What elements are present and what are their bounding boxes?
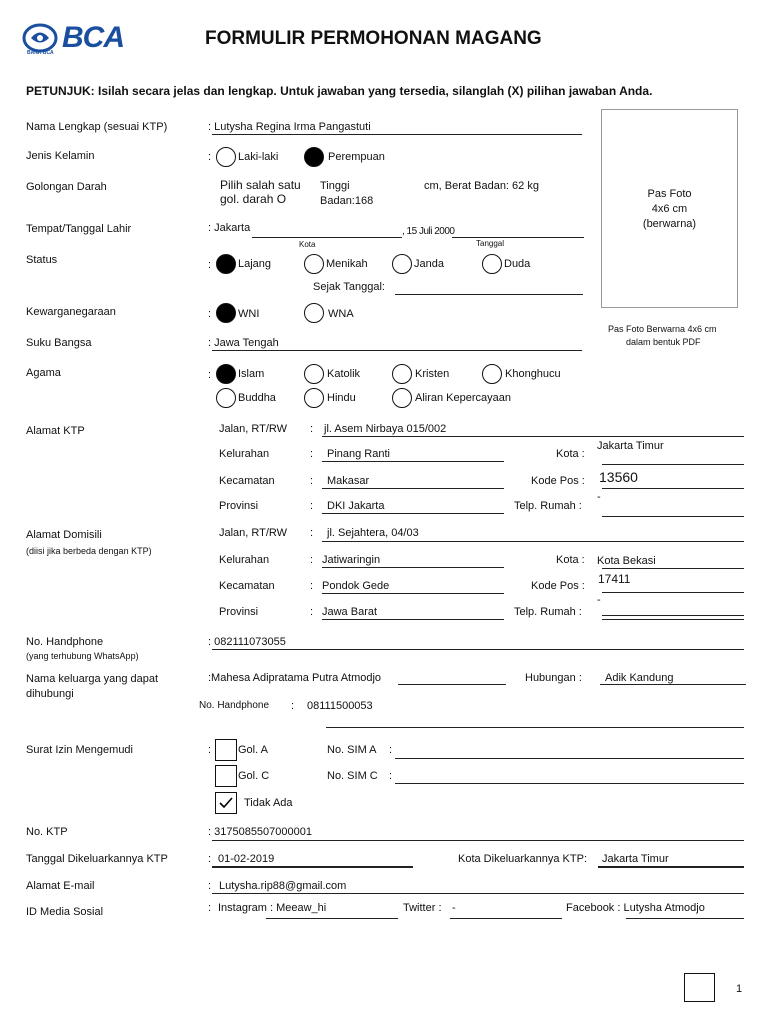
sim-checkbox-tidak-ada[interactable] xyxy=(215,792,237,814)
twitter-underline xyxy=(450,918,562,919)
no-sim-c-label: No. SIM C xyxy=(327,770,378,782)
suku-label: Suku Bangsa xyxy=(26,337,92,349)
sim-checkbox-gol-a[interactable] xyxy=(215,739,237,761)
jk-radio-laki[interactable] xyxy=(216,147,236,167)
instagram-value: Instagram : Meeaw_hi xyxy=(218,902,327,914)
agama-radio-kristen[interactable] xyxy=(392,364,412,384)
sim-option-gol-c: Gol. C xyxy=(238,770,270,782)
keluarga-hp-colon: : xyxy=(291,700,295,712)
no-ktp-label: No. KTP xyxy=(26,826,68,838)
no-ktp-underline xyxy=(212,840,744,841)
jk-colon: : xyxy=(208,151,212,163)
dom-kel-colon: : xyxy=(310,554,314,566)
agama-radio-khonghucu[interactable] xyxy=(482,364,502,384)
dom-jalan-label: Jalan, RT/RW xyxy=(219,527,288,539)
ktp-kel-colon: : xyxy=(310,448,314,460)
ktp-prov-colon: : xyxy=(310,500,314,512)
photo-box[interactable] xyxy=(601,109,738,308)
domisili-sublabel: (diisi jika berbeda dengan KTP) xyxy=(26,546,152,556)
nama-label: Nama Lengkap (sesuai KTP) xyxy=(26,121,168,133)
darah-value-line1: Pilih salah satu xyxy=(220,178,301,192)
dom-kec-underline xyxy=(322,593,504,594)
no-sim-a-label: No. SIM A xyxy=(327,744,377,756)
keluarga-hp-underline xyxy=(326,727,744,728)
dom-jalan-value: jl. Sejahtera, 04/03 xyxy=(327,527,419,539)
ttl-place: : Jakarta xyxy=(208,222,251,234)
status-option-duda: Duda xyxy=(504,258,531,270)
kwn-option-wna: WNA xyxy=(328,308,354,320)
dom-kota-value: Kota Bekasi xyxy=(597,555,656,567)
twitter-label: Twitter : xyxy=(403,902,442,914)
ttl-kota-caption: Kota xyxy=(299,240,316,249)
tgl-ktp-colon: : xyxy=(208,853,212,865)
tinggi-value: Badan:168 xyxy=(320,195,374,207)
ktp-kodepos-label: Kode Pos : xyxy=(531,475,585,487)
dom-kodepos-value: 17411 xyxy=(598,572,631,586)
dom-kec-value: Pondok Gede xyxy=(322,580,390,592)
kota-ktp-value: Jakarta Timur xyxy=(602,853,669,865)
tgl-ktp-label: Tanggal Dikeluarkannya KTP xyxy=(26,853,168,865)
status-option-janda: Janda xyxy=(414,258,444,270)
email-underline xyxy=(212,893,744,894)
status-label: Status xyxy=(26,254,58,266)
dom-kec-colon: : xyxy=(310,580,314,592)
hubungan-label: Hubungan : xyxy=(525,672,582,684)
ktp-kec-underline xyxy=(322,488,504,489)
agama-option-buddha: Buddha xyxy=(238,392,276,404)
hubungan-underline xyxy=(600,684,746,685)
ktp-kodepos-underline xyxy=(602,488,744,489)
ktp-prov-underline xyxy=(322,513,504,514)
status-option-lajang: Lajang xyxy=(238,258,272,270)
footer-box xyxy=(684,973,715,1002)
bca-logo-text: BCA xyxy=(62,21,124,54)
agama-option-aliran: Aliran Kepercayaan xyxy=(415,392,512,404)
nama-value: : Lutysha Regina Irma Pangastuti xyxy=(208,121,371,133)
keluarga-value: :Mahesa Adipratama Putra Atmodjo xyxy=(208,672,382,684)
ttl-label: Tempat/Tanggal Lahir xyxy=(26,223,132,235)
ktp-kel-label: Kelurahan xyxy=(219,448,270,460)
sejak-label: Sejak Tanggal: xyxy=(313,281,385,293)
dom-jalan-underline xyxy=(322,541,744,542)
agama-option-islam: Islam xyxy=(238,368,265,380)
email-label: Alamat E-mail xyxy=(26,880,95,892)
email-colon: : xyxy=(208,880,212,892)
ktp-jalan-underline xyxy=(322,436,744,437)
jk-option-perempuan: Perempuan xyxy=(328,151,385,163)
photo-note-line1: Pas Foto Berwarna 4x6 cm xyxy=(608,324,717,334)
facebook-underline xyxy=(626,918,744,919)
no-sim-c-underline[interactable] xyxy=(395,783,744,784)
ktp-jalan-colon: : xyxy=(310,423,314,435)
agama-radio-buddha[interactable] xyxy=(216,388,236,408)
darah-value-line2: gol. darah O xyxy=(220,192,287,206)
ttl-tanggal-caption: Tanggal xyxy=(476,239,505,248)
instructions: PETUNJUK: Isilah secara jelas dan lengkap. Untuk jawaban yang tersedia, silanglah (X) pilihan jawaban Anda. xyxy=(26,84,653,98)
sim-label: Surat Izin Mengemudi xyxy=(26,744,133,756)
sosmed-label: ID Media Sosial xyxy=(26,906,104,918)
suku-underline xyxy=(212,350,582,351)
agama-option-kristen: Kristen xyxy=(415,368,450,380)
dom-kota-underline xyxy=(602,568,744,569)
sim-option-gol-a: Gol. A xyxy=(238,744,268,756)
dom-jalan-colon: : xyxy=(310,527,314,539)
kwn-colon: : xyxy=(208,308,212,320)
dom-telp-underline-2 xyxy=(602,619,744,620)
dom-prov-underline xyxy=(322,619,504,620)
bca-logo xyxy=(22,23,137,57)
agama-option-katolik: Katolik xyxy=(327,368,361,380)
sosmed-colon: : xyxy=(208,902,212,914)
sim-colon: : xyxy=(208,744,212,756)
suku-value: : Jawa Tengah xyxy=(208,337,279,349)
hubungan-value: Adik Kandung xyxy=(605,672,674,684)
jk-label: Jenis Kelamin xyxy=(26,150,95,162)
ktp-jalan-label: Jalan, RT/RW xyxy=(219,423,288,435)
kota-ktp-label: Kota Dikeluarkannya KTP: xyxy=(458,853,588,865)
status-radio-menikah[interactable] xyxy=(304,254,324,274)
domisili-label: Alamat Domisili xyxy=(26,529,102,541)
agama-radio-islam[interactable] xyxy=(216,364,236,384)
hp-value: : 082111073055 xyxy=(208,636,286,648)
ktp-kota-value: Jakarta Timur xyxy=(597,440,664,452)
ktp-jalan-value: jl. Asem Nirbaya 015/002 xyxy=(324,423,447,435)
tinggi-label: Tinggi xyxy=(320,180,350,192)
no-sim-a-colon: : xyxy=(389,744,393,756)
ktp-prov-label: Provinsi xyxy=(219,500,259,512)
bca-logo-tagline: BANK BCA xyxy=(27,50,54,56)
checkmark-icon xyxy=(216,793,236,813)
page-number: 1 xyxy=(736,983,743,995)
agama-radio-katolik[interactable] xyxy=(304,364,324,384)
no-sim-a-underline[interactable] xyxy=(395,758,744,759)
agama-option-khonghucu: Khonghucu xyxy=(505,368,561,380)
photo-box-line2: 4x6 cm xyxy=(651,203,688,215)
status-radio-janda[interactable] xyxy=(392,254,412,274)
kwn-radio-wni[interactable] xyxy=(216,303,236,323)
keluarga-hp-label: No. Handphone xyxy=(199,700,270,711)
agama-radio-hindu[interactable] xyxy=(304,388,324,408)
tgl-ktp-underline xyxy=(212,866,413,868)
ktp-kec-label: Kecamatan xyxy=(219,475,275,487)
sim-checkbox-gol-c[interactable] xyxy=(215,765,237,787)
instagram-underline xyxy=(266,918,398,919)
status-radio-lajang[interactable] xyxy=(216,254,236,274)
hp-underline xyxy=(212,649,744,650)
dom-kec-label: Kecamatan xyxy=(219,580,275,592)
kwn-radio-wna[interactable] xyxy=(304,303,324,323)
dom-telp-label: Telp. Rumah : xyxy=(514,606,582,618)
sim-option-tidak-ada: Tidak Ada xyxy=(244,797,293,809)
no-ktp-value: : 3175085507000001 xyxy=(208,826,312,838)
keluarga-underline xyxy=(398,684,506,685)
agama-label: Agama xyxy=(26,367,61,379)
ktp-kodepos-value: 13560 xyxy=(599,469,638,485)
dom-kel-label: Kelurahan xyxy=(219,554,270,566)
dom-kel-value: Jatiwaringin xyxy=(322,554,381,566)
agama-colon: : xyxy=(208,369,212,381)
jk-option-laki: Laki-laki xyxy=(238,151,279,163)
dom-kota-label: Kota : xyxy=(556,554,585,566)
dom-kodepos-underline xyxy=(602,592,744,593)
dom-prov-label: Provinsi xyxy=(219,606,259,618)
ktp-kota-underline xyxy=(602,464,744,465)
agama-radio-aliran[interactable] xyxy=(392,388,412,408)
kota-ktp-underline xyxy=(598,866,744,868)
alamat-ktp-label: Alamat KTP xyxy=(26,425,85,437)
hp-sublabel: (yang terhubung WhatsApp) xyxy=(26,651,139,661)
dom-prov-colon: : xyxy=(310,606,314,618)
ttl-date-underline xyxy=(452,237,584,238)
tgl-ktp-value: 01-02-2019 xyxy=(218,853,275,865)
dom-telp-underline-1 xyxy=(602,615,744,616)
hp-label: No. Handphone xyxy=(26,636,104,648)
agama-option-hindu: Hindu xyxy=(327,392,356,404)
ktp-kota-label: Kota : xyxy=(556,448,585,460)
ktp-telp-underline xyxy=(602,516,744,517)
status-colon: : xyxy=(208,259,212,271)
keluarga-hp-value: 08111500053 xyxy=(307,700,373,712)
ktp-kel-value: Pinang Ranti xyxy=(327,448,390,460)
dom-kel-underline xyxy=(322,567,504,568)
twitter-value: - xyxy=(452,902,456,914)
kwn-option-wni: WNI xyxy=(238,308,260,320)
facebook-value: Facebook : Lutysha Atmodjo xyxy=(566,902,705,914)
photo-note-line2: dalam bentuk PDF xyxy=(626,337,701,347)
dom-prov-value: Jawa Barat xyxy=(322,606,378,618)
nama-underline xyxy=(212,134,582,135)
dom-kodepos-label: Kode Pos : xyxy=(531,580,585,592)
darah-label: Golongan Darah xyxy=(26,181,107,193)
ktp-telp-label: Telp. Rumah : xyxy=(514,500,582,512)
keluarga-label-line2: dihubungi xyxy=(26,688,74,700)
status-option-menikah: Menikah xyxy=(326,258,368,270)
keluarga-label-line1: Nama keluarga yang dapat xyxy=(26,673,159,685)
dom-telp-value: - xyxy=(597,594,601,606)
kwn-label: Kewarganegaraan xyxy=(26,306,116,318)
ktp-prov-value: DKI Jakarta xyxy=(327,500,385,512)
ktp-kec-colon: : xyxy=(310,475,314,487)
sejak-underline[interactable] xyxy=(395,294,583,295)
berat-text: cm, Berat Badan: 62 kg xyxy=(424,180,539,192)
form-title: FORMULIR PERMOHONAN MAGANG xyxy=(205,28,542,49)
no-sim-c-colon: : xyxy=(389,770,393,782)
ttl-date: , 15 Juli 2000 xyxy=(402,226,455,237)
ktp-kel-underline xyxy=(322,461,504,462)
jk-radio-perempuan[interactable] xyxy=(304,147,324,167)
status-radio-duda[interactable] xyxy=(482,254,502,274)
email-value: Lutysha.rip88@gmail.com xyxy=(219,880,347,892)
ktp-kec-value: Makasar xyxy=(327,475,370,487)
photo-box-line1: Pas Foto xyxy=(647,188,692,200)
ttl-place-underline xyxy=(252,237,402,238)
photo-box-line3: (berwarna) xyxy=(642,218,697,230)
ktp-telp-value: - xyxy=(597,491,601,503)
